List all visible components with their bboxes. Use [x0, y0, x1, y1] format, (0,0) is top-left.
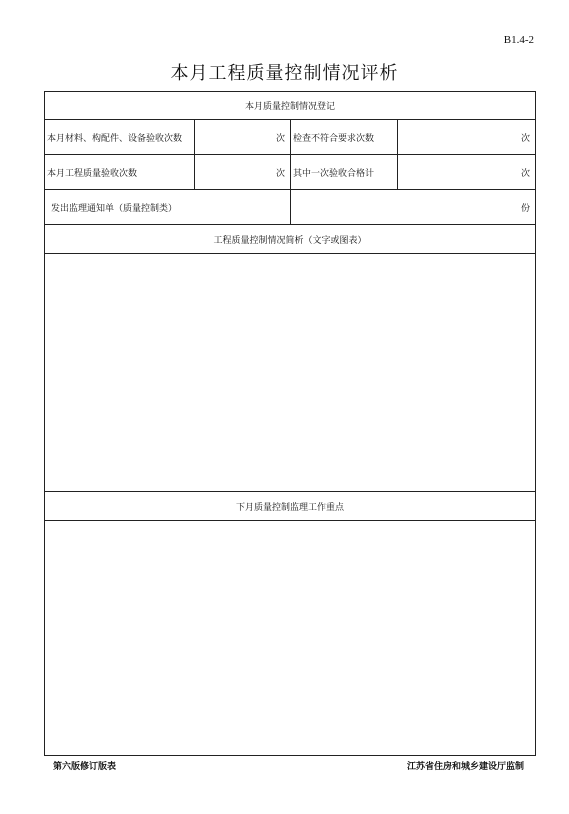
next-month-content-row — [45, 521, 536, 756]
analysis-heading-row — [45, 225, 536, 254]
notice-row — [45, 190, 536, 225]
next-month-content-area[interactable] — [45, 521, 536, 756]
registration-heading-row — [45, 92, 536, 120]
material-inspection-label: 本月材料、构配件、设备验收次数 — [45, 120, 195, 155]
material-inspection-row — [45, 120, 536, 155]
first-pass-label: 其中一次验收合格计 — [291, 155, 398, 190]
notice-label: 发出监理通知单（质量控制类） — [45, 190, 291, 225]
noncompliance-count-cell[interactable]: 次 — [398, 120, 536, 155]
noncompliance-label: 检查不符合要求次数 — [291, 120, 398, 155]
quality-acceptance-count-cell[interactable]: 次 — [195, 155, 291, 190]
material-inspection-count-cell[interactable]: 次 — [195, 120, 291, 155]
quality-acceptance-label: 本月工程质量验收次数 — [45, 155, 195, 190]
notice-count-cell[interactable]: 份 — [291, 190, 536, 225]
registration-heading: 本月质量控制情况登记 — [45, 92, 536, 120]
analysis-content-row — [45, 254, 536, 492]
page-title: 本月工程质量控制情况评析 — [170, 63, 399, 84]
next-month-heading: 下月质量控制监理工作重点 — [45, 492, 536, 521]
analysis-content-area[interactable] — [45, 254, 536, 492]
quality-control-form — [44, 91, 536, 756]
footer-edition: 第六版修订版表 — [53, 762, 117, 772]
form-code: B1.4-2 — [503, 34, 534, 46]
next-month-heading-row — [45, 492, 536, 521]
footer-issuer: 江苏省住房和城乡建设厅监制 — [406, 762, 524, 772]
quality-acceptance-row — [45, 155, 536, 190]
analysis-heading: 工程质量控制情况简析（文字或图表） — [45, 225, 536, 254]
first-pass-count-cell[interactable]: 次 — [398, 155, 536, 190]
